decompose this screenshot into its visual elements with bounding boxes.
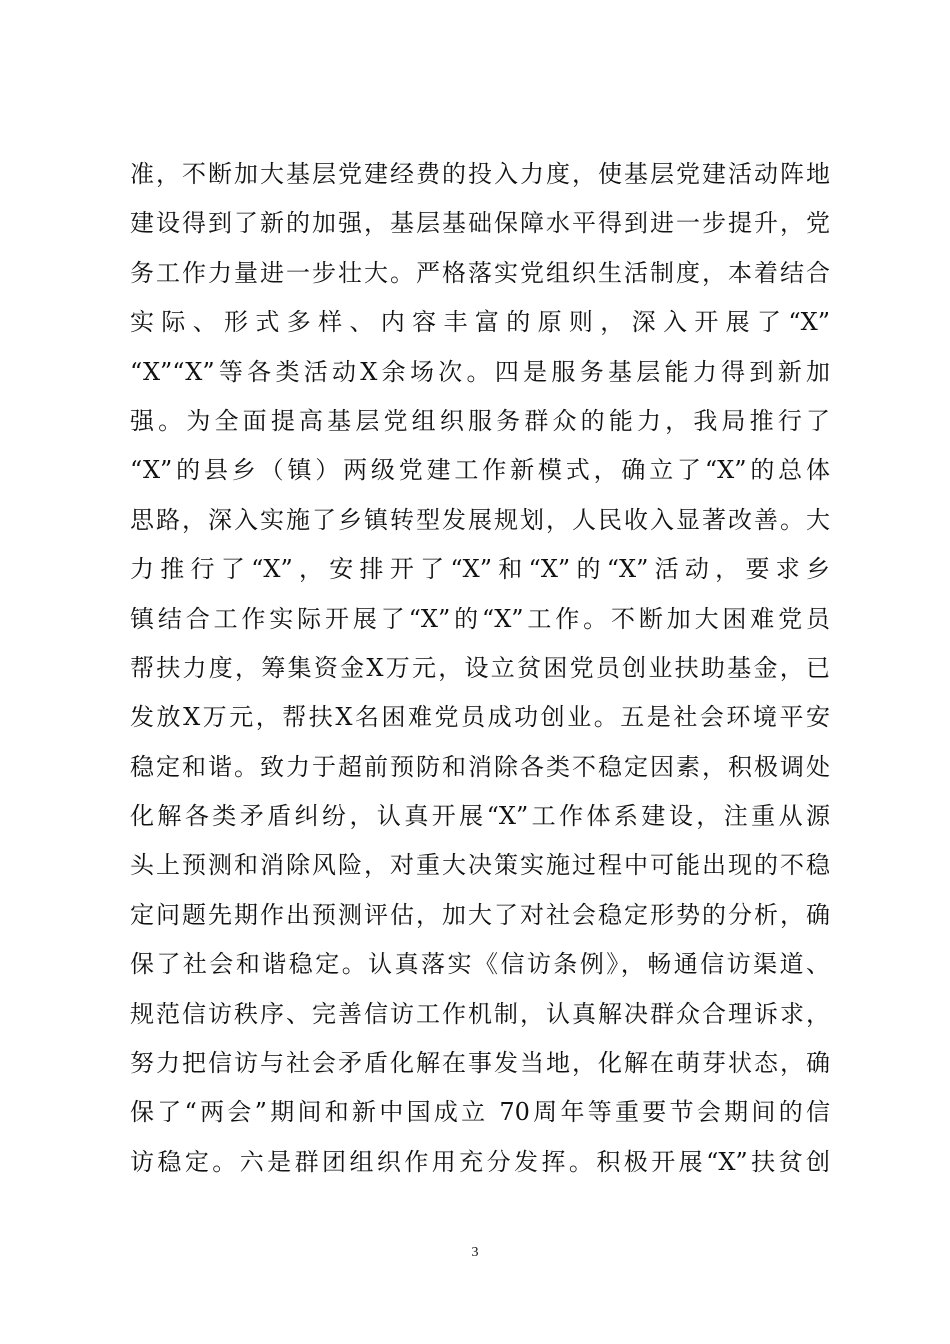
text-line-11: 帮扶力度，筹集资金X万元，设立贫困党员创业扶助基金，已	[130, 653, 830, 682]
text-line-14: 化解各类矛盾纠纷，认真开展“X”工作体系建设，注重从源	[130, 802, 830, 831]
text-line-21: 访稳定。六是群团组织作用充分发挥。积极开展“X”扶贫创	[130, 1147, 830, 1176]
text-line-7: “X”的县乡（镇）两级党建工作新模式，确立了“X”的总体	[130, 456, 830, 485]
text-line-19: 努力把信访与社会矛盾化解在事发当地，化解在萌芽状态，确	[130, 1049, 830, 1078]
text-line-18: 规范信访秩序、完善信访工作机制，认真解决群众合理诉求，	[130, 999, 830, 1028]
text-line-4: 实际、形式多样、内容丰富的原则，深入开展了“X”	[130, 308, 830, 337]
page-number: 3	[471, 1245, 479, 1260]
text-line-13: 稳定和谐。致力于超前预防和消除各类不稳定因素，积极调处	[130, 752, 830, 781]
text-line-9: 力推行了“X”，安排开了“X”和“X”的“X”活动，要求乡	[130, 555, 830, 584]
text-line-2: 建设得到了新的加强，基层基础保障水平得到进一步提升，党	[130, 209, 830, 238]
text-line-5: “X”“X”等各类活动X余场次。四是服务基层能力得到新加	[130, 357, 830, 386]
text-line-20: 保了“两会”期间和新中国成立 70周年等重要节会期间的信	[130, 1098, 830, 1127]
text-line-3: 务工作力量进一步壮大。严格落实党组织生活制度，本着结合	[130, 258, 830, 287]
body-paragraph	[130, 150, 830, 1187]
text-line-12: 发放X万元，帮扶X名困难党员成功创业。五是社会环境平安	[130, 703, 830, 732]
text-line-1: 准，不断加大基层党建经费的投入力度，使基层党建活动阵地	[130, 160, 830, 188]
text-line-10: 镇结合工作实际开展了“X”的“X”工作。不断加大困难党员	[130, 604, 830, 633]
text-line-8: 思路，深入实施了乡镇转型发展规划，人民收入显著改善。大	[130, 505, 830, 534]
text-line-16: 定问题先期作出预测评估，加大了对社会稳定形势的分析，确	[130, 900, 830, 929]
text-line-15: 头上预测和消除风险，对重大决策实施过程中可能出现的不稳	[130, 851, 830, 880]
text-line-17: 保了社会和谐稳定。认真落实《信访条例》，畅通信访渠道、	[130, 950, 830, 979]
text-line-6: 强。为全面提高基层党组织服务群众的能力，我局推行了	[130, 406, 830, 435]
